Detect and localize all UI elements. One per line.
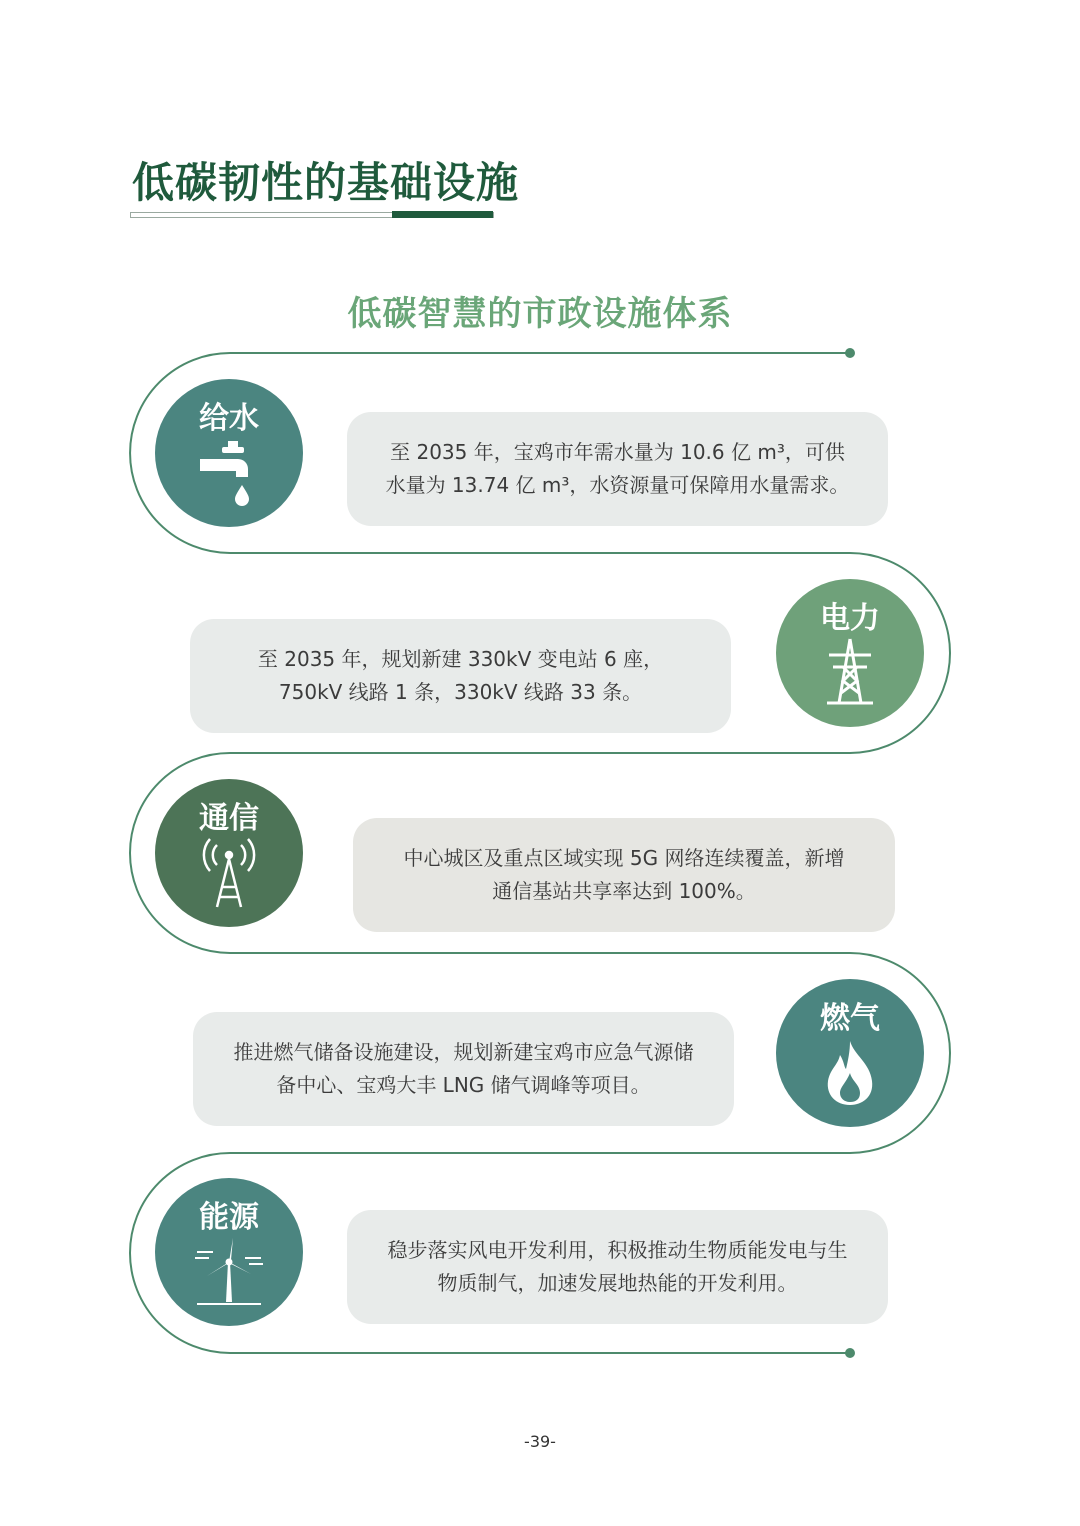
electricity-text-line2: 750kV 线路 1 条，330kV 线路 33 条。 — [278, 680, 643, 704]
flame-icon — [822, 1039, 878, 1111]
gas-badge — [776, 979, 924, 1127]
telecom-label: 通信 — [199, 801, 259, 836]
gas-card — [193, 1012, 734, 1126]
page-title: 低碳韧性的基础设施 — [132, 158, 520, 207]
wind-turbine-icon — [193, 1236, 265, 1312]
page-number: -39- — [524, 1432, 556, 1451]
power-tower-icon — [823, 637, 877, 711]
telecom-text-line1: 中心城区及重点区域实现 5G 网络连续覆盖，新增 — [403, 846, 845, 870]
gas-label: 燃气 — [820, 1001, 880, 1036]
energy-label: 能源 — [199, 1200, 259, 1235]
water-supply-text-line2: 水量为 13.74 亿 m³，水资源量可保障用水量需求。 — [385, 473, 850, 497]
gas-text-line1: 推进燃气储备设施建设，规划新建宝鸡市应急气源储 — [233, 1040, 694, 1064]
energy-card — [347, 1210, 888, 1324]
signal-tower-icon — [197, 835, 261, 913]
water-supply-text-line1: 至 2035 年，宝鸡市年需水量为 10.6 亿 m³，可供 — [390, 440, 845, 464]
water-supply-badge — [155, 379, 303, 527]
telecom-card — [353, 818, 895, 932]
energy-text-line2: 物质制气，加速发展地热能的开发利用。 — [437, 1271, 798, 1295]
telecom-text-line2: 通信基站共享率达到 100%。 — [492, 879, 756, 903]
water-tap-icon — [198, 439, 260, 513]
energy-text-line1: 稳步落实风电开发利用，积极推动生物质能发电与生 — [387, 1238, 848, 1262]
water-supply-card — [347, 412, 888, 526]
electricity-badge — [776, 579, 924, 727]
section-title: 低碳智慧的市政设施体系 — [347, 294, 733, 334]
electricity-text-line1: 至 2035 年，规划新建 330kV 变电站 6 座， — [257, 647, 664, 671]
electricity-card — [190, 619, 731, 733]
water-supply-label: 给水 — [199, 401, 259, 436]
telecom-badge — [155, 779, 303, 927]
energy-badge — [155, 1178, 303, 1326]
gas-text-line2: 备中心、宝鸡大丰 LNG 储气调峰等项目。 — [276, 1073, 651, 1097]
electricity-label: 电力 — [820, 601, 880, 636]
